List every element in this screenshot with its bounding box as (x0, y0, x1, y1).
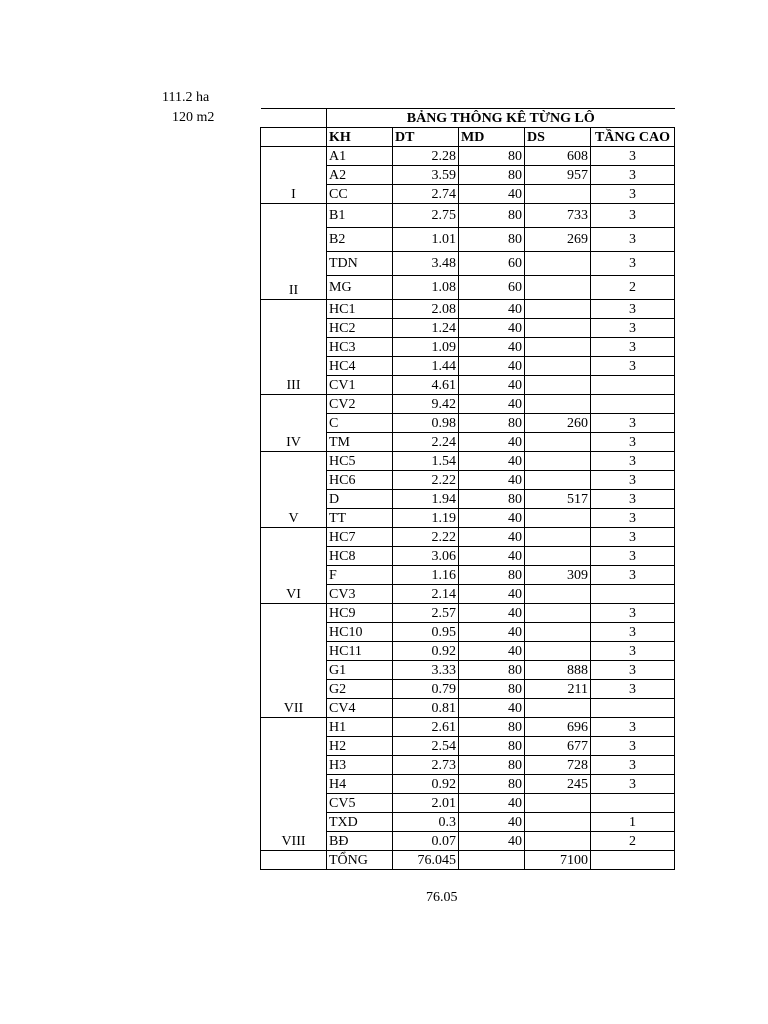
floors-value (591, 395, 675, 414)
lot-code: HC10 (327, 623, 393, 642)
density-value: 40 (459, 433, 525, 452)
lot-code: TXD (327, 813, 393, 832)
density-value: 80 (459, 566, 525, 585)
population-value (525, 623, 591, 642)
lot-code: B1 (327, 204, 393, 228)
lot-code: MG (327, 276, 393, 300)
floors-value: 3 (591, 471, 675, 490)
density-value: 80 (459, 490, 525, 509)
floors-value: 3 (591, 185, 675, 204)
floors-value: 3 (591, 566, 675, 585)
total-area: 76.045 (393, 851, 459, 870)
table-row (261, 147, 675, 166)
floors-value: 3 (591, 775, 675, 794)
density-value: 40 (459, 794, 525, 813)
population-value: 211 (525, 680, 591, 699)
area-value: 1.16 (393, 566, 459, 585)
population-value: 677 (525, 737, 591, 756)
density-value: 60 (459, 276, 525, 300)
area-value: 0.92 (393, 642, 459, 661)
lot-code: CV4 (327, 699, 393, 718)
population-value (525, 276, 591, 300)
density-value: 80 (459, 147, 525, 166)
area-value: 3.48 (393, 252, 459, 276)
zone-label: V (261, 452, 327, 528)
total-label: TỔNG (327, 851, 393, 870)
population-value: 245 (525, 775, 591, 794)
lot-code: HC6 (327, 471, 393, 490)
density-value: 40 (459, 395, 525, 414)
lot-code: C (327, 414, 393, 433)
area-value: 0.07 (393, 832, 459, 851)
lot-code: H4 (327, 775, 393, 794)
lot-code: CV1 (327, 376, 393, 395)
header-dt: DT (393, 128, 459, 147)
area-value: 2.61 (393, 718, 459, 737)
area-value: 0.3 (393, 813, 459, 832)
lot-code: H2 (327, 737, 393, 756)
density-value: 80 (459, 414, 525, 433)
rounded-total: 76.05 (426, 890, 458, 905)
floors-value: 3 (591, 680, 675, 699)
floors-value (591, 376, 675, 395)
density-value: 40 (459, 547, 525, 566)
lot-code: BĐ (327, 832, 393, 851)
lot-code: H3 (327, 756, 393, 775)
table-row (261, 604, 675, 623)
lot-code: CV5 (327, 794, 393, 813)
population-value (525, 185, 591, 204)
density-value: 40 (459, 813, 525, 832)
density-value: 40 (459, 471, 525, 490)
floors-value: 3 (591, 528, 675, 547)
lot-code: TDN (327, 252, 393, 276)
population-value (525, 395, 591, 414)
lot-code: HC8 (327, 547, 393, 566)
population-value: 517 (525, 490, 591, 509)
population-value (525, 547, 591, 566)
area-value: 1.44 (393, 357, 459, 376)
floors-value: 1 (591, 813, 675, 832)
area-value: 2.01 (393, 794, 459, 813)
lot-code: B2 (327, 228, 393, 252)
population-value (525, 794, 591, 813)
floors-value (591, 794, 675, 813)
lot-code: HC5 (327, 452, 393, 471)
density-value: 40 (459, 185, 525, 204)
table-row (261, 528, 675, 547)
table-row (261, 204, 675, 228)
population-value: 888 (525, 661, 591, 680)
density-value: 40 (459, 585, 525, 604)
floors-value (591, 585, 675, 604)
floors-value: 3 (591, 604, 675, 623)
area-value: 1.08 (393, 276, 459, 300)
population-value (525, 699, 591, 718)
lot-code: HC4 (327, 357, 393, 376)
density-value: 80 (459, 204, 525, 228)
area-value: 2.75 (393, 204, 459, 228)
population-value (525, 813, 591, 832)
floors-value: 3 (591, 252, 675, 276)
density-value: 40 (459, 338, 525, 357)
density-value: 40 (459, 357, 525, 376)
lot-code: TM (327, 433, 393, 452)
area-value: 2.24 (393, 433, 459, 452)
population-value: 608 (525, 147, 591, 166)
floors-value: 3 (591, 228, 675, 252)
population-value (525, 338, 591, 357)
total-floors (591, 851, 675, 870)
floors-value: 3 (591, 414, 675, 433)
floors-value: 3 (591, 147, 675, 166)
table-body (261, 109, 675, 870)
header-zone-cell (261, 128, 327, 147)
floors-value: 2 (591, 276, 675, 300)
total-area-note: 111.2 ha (162, 90, 210, 105)
floors-value: 3 (591, 338, 675, 357)
area-value: 0.92 (393, 775, 459, 794)
population-value (525, 433, 591, 452)
area-value: 2.22 (393, 471, 459, 490)
floors-value: 3 (591, 623, 675, 642)
area-value: 3.33 (393, 661, 459, 680)
area-value: 2.74 (393, 185, 459, 204)
table-row (261, 395, 675, 414)
population-value: 733 (525, 204, 591, 228)
population-value (525, 300, 591, 319)
area-value: 2.73 (393, 756, 459, 775)
title-spacer-cell (261, 109, 327, 128)
lot-code: G1 (327, 661, 393, 680)
floors-value: 3 (591, 319, 675, 338)
area-value: 2.28 (393, 147, 459, 166)
density-value: 40 (459, 509, 525, 528)
zone-label: VII (261, 604, 327, 718)
density-value: 80 (459, 661, 525, 680)
zone-label: II (261, 204, 327, 300)
lot-code: HC9 (327, 604, 393, 623)
population-value (525, 509, 591, 528)
header-row (261, 128, 675, 147)
population-value: 728 (525, 756, 591, 775)
area-value: 0.98 (393, 414, 459, 433)
lot-code: CV3 (327, 585, 393, 604)
density-value: 80 (459, 775, 525, 794)
header-kh: KH (327, 128, 393, 147)
area-value: 0.95 (393, 623, 459, 642)
total-density (459, 851, 525, 870)
lot-code: A2 (327, 166, 393, 185)
density-value: 40 (459, 452, 525, 471)
floors-value: 3 (591, 452, 675, 471)
density-value: 40 (459, 642, 525, 661)
floors-value: 3 (591, 433, 675, 452)
table-row (261, 718, 675, 737)
header-floors: TẦNG CAO (591, 128, 675, 147)
density-value: 80 (459, 737, 525, 756)
floors-value: 3 (591, 756, 675, 775)
floors-value: 3 (591, 300, 675, 319)
population-value (525, 604, 591, 623)
area-value: 2.22 (393, 528, 459, 547)
lot-code: HC1 (327, 300, 393, 319)
zone-label: VI (261, 528, 327, 604)
total-zone-cell (261, 851, 327, 870)
population-value (525, 471, 591, 490)
density-value: 40 (459, 300, 525, 319)
density-value: 80 (459, 756, 525, 775)
population-value (525, 642, 591, 661)
lot-statistics-table (260, 108, 675, 870)
population-value (525, 357, 591, 376)
density-value: 40 (459, 699, 525, 718)
population-value (525, 319, 591, 338)
zone-label: VIII (261, 718, 327, 851)
header-md: MD (459, 128, 525, 147)
floors-value: 3 (591, 357, 675, 376)
density-value: 40 (459, 319, 525, 338)
floors-value: 3 (591, 166, 675, 185)
lot-code: H1 (327, 718, 393, 737)
lot-code: A1 (327, 147, 393, 166)
lot-code: HC11 (327, 642, 393, 661)
population-value (525, 528, 591, 547)
area-value: 3.06 (393, 547, 459, 566)
population-value: 269 (525, 228, 591, 252)
area-value: 0.81 (393, 699, 459, 718)
population-value (525, 376, 591, 395)
total-row (261, 851, 675, 870)
table-row (261, 452, 675, 471)
density-value: 80 (459, 718, 525, 737)
floors-value: 3 (591, 490, 675, 509)
area-value: 3.59 (393, 166, 459, 185)
floors-value: 3 (591, 718, 675, 737)
zone-label: I (261, 147, 327, 204)
floors-value: 3 (591, 547, 675, 566)
floors-value: 3 (591, 509, 675, 528)
unit-size-note: 120 m2 (172, 110, 215, 125)
density-value: 40 (459, 376, 525, 395)
area-value: 1.24 (393, 319, 459, 338)
area-value: 9.42 (393, 395, 459, 414)
area-value: 2.57 (393, 604, 459, 623)
header-ds: DS (525, 128, 591, 147)
lot-code: G2 (327, 680, 393, 699)
population-value (525, 252, 591, 276)
density-value: 40 (459, 604, 525, 623)
area-value: 2.14 (393, 585, 459, 604)
title-row (261, 109, 675, 128)
population-value (525, 832, 591, 851)
zone-label: IV (261, 395, 327, 452)
floors-value: 3 (591, 661, 675, 680)
population-value: 696 (525, 718, 591, 737)
total-population: 7100 (525, 851, 591, 870)
table-row (261, 300, 675, 319)
area-value: 2.08 (393, 300, 459, 319)
density-value: 40 (459, 528, 525, 547)
density-value: 40 (459, 623, 525, 642)
lot-code: TT (327, 509, 393, 528)
table-title: BẢNG THÔNG KÊ TỪNG LÔ (327, 109, 675, 128)
area-value: 1.09 (393, 338, 459, 357)
density-value: 60 (459, 252, 525, 276)
floors-value: 2 (591, 832, 675, 851)
density-value: 40 (459, 832, 525, 851)
floors-value: 3 (591, 642, 675, 661)
area-value: 1.19 (393, 509, 459, 528)
zone-label: III (261, 300, 327, 395)
area-value: 1.01 (393, 228, 459, 252)
area-value: 2.54 (393, 737, 459, 756)
population-value: 309 (525, 566, 591, 585)
area-value: 1.94 (393, 490, 459, 509)
lot-code: HC2 (327, 319, 393, 338)
density-value: 80 (459, 166, 525, 185)
population-value: 957 (525, 166, 591, 185)
density-value: 80 (459, 680, 525, 699)
lot-code: F (327, 566, 393, 585)
area-value: 4.61 (393, 376, 459, 395)
lot-code: HC7 (327, 528, 393, 547)
lot-code: CV2 (327, 395, 393, 414)
floors-value: 3 (591, 204, 675, 228)
lot-code: HC3 (327, 338, 393, 357)
lot-code: D (327, 490, 393, 509)
population-value (525, 585, 591, 604)
area-value: 1.54 (393, 452, 459, 471)
lot-code: CC (327, 185, 393, 204)
floors-value (591, 699, 675, 718)
area-value: 0.79 (393, 680, 459, 699)
population-value (525, 452, 591, 471)
floors-value: 3 (591, 737, 675, 756)
population-value: 260 (525, 414, 591, 433)
density-value: 80 (459, 228, 525, 252)
